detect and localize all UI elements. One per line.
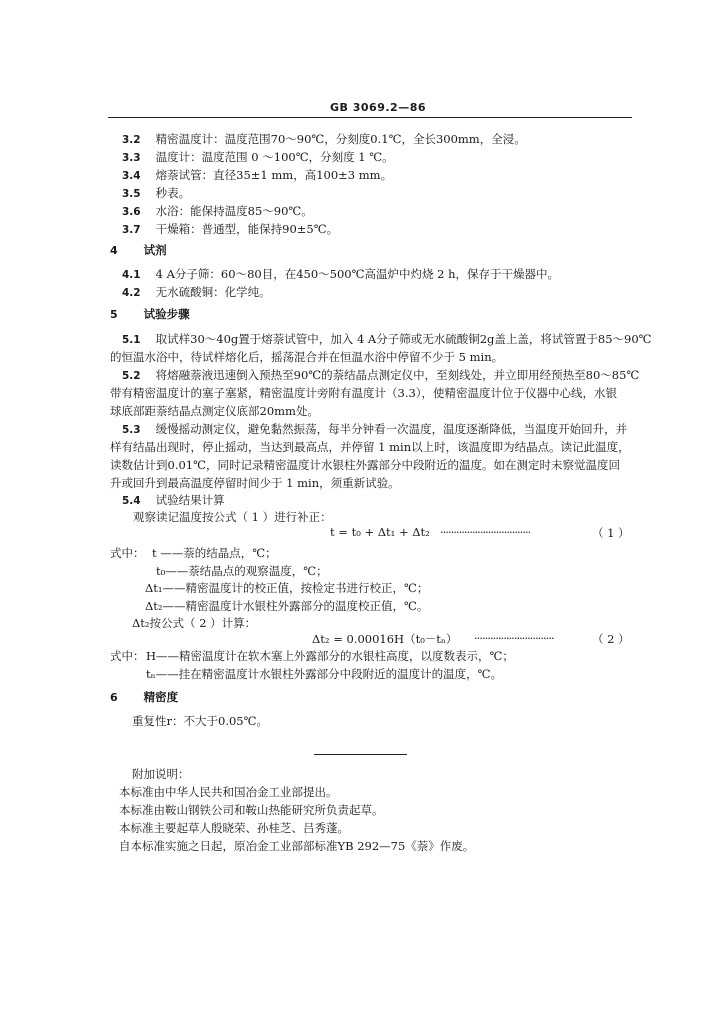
para-text: 缓慢摇动测定仪，避免黏然振荡，每半分钟看一次温度，温度逐渐降低，当温度开始回升，并 (155, 422, 628, 436)
item-3-3 (122, 149, 394, 165)
formula-2-leader: ······························ (474, 631, 554, 645)
item-text: 水浴：能保持温度85～90℃。 (155, 204, 313, 218)
para-text: 将熔融萘液迅速倒入预热至90℃的萘结晶点测定仪中，至刻线处，并立即用经预热至80～85℃ (155, 368, 640, 382)
item-text: 无水硫酸铜：化学纯。 (155, 285, 271, 299)
para-5-3-line-2: 样有结晶出现时，停止摇动，当达到最高点，并停留 1 min以上时，该温度即为结晶点。读记此温度， (110, 440, 630, 454)
def-H: H——精密温度计在软木塞上外露部分的水银柱高度，以度数表示，℃； (146, 649, 514, 663)
para-5-4-heading (122, 492, 225, 508)
para-5-2-line-2: 带有精密温度计的塞子塞紧，精密温度计旁附有温度计（3.3），使精密温度计位于仪器中心线，水银 (110, 386, 618, 400)
item-number: 3.6 (122, 206, 141, 218)
section-6-heading (110, 689, 178, 705)
appendix-line: 本标准主要起草人殷晓荣、孙桂芝、吕秀蓬。 (119, 821, 349, 835)
para-5-3-line-3: 读数估计到0.01℃，同时记录精密温度计水银柱外露部分中段附近的温度。如在测定时未察觉温度回 (110, 458, 620, 472)
para-number: 5.3 (122, 424, 141, 436)
para-5-1-line-2: 的恒温水浴中，待试样熔化后，摇荡混合并在恒温水浴中停留不少于 5 min。 (110, 350, 504, 364)
section-title: 试剂 (143, 243, 167, 257)
formula-2-intro: Δt₂按公式（ 2 ）计算： (132, 616, 257, 630)
formula-1-leader: ·································· (440, 525, 531, 539)
section-number: 5 (110, 308, 118, 321)
para-title: 试验结果计算 (155, 493, 225, 507)
def-t0: t₀——萘结晶点的观察温度，℃； (156, 564, 328, 578)
para-5-3-line-1 (122, 421, 627, 437)
item-4-1 (122, 266, 559, 282)
item-number: 3.3 (122, 152, 141, 164)
repeatability-text: 重复性r：不大于0.05℃。 (132, 714, 268, 728)
section-4-heading (110, 242, 167, 258)
formula-1-intro: 观察读记温度按公式（ 1 ）进行补正： (133, 510, 332, 524)
section-5-heading (110, 306, 190, 322)
standard-number: GB 3069.2—86 (330, 101, 426, 114)
item-4-2 (122, 284, 271, 300)
item-3-5 (122, 185, 190, 201)
para-5-1-line-1 (122, 331, 652, 347)
formula-2-number: （ 2 ） (592, 632, 630, 646)
item-text: 4 A分子筛：60～80目，在450～500℃高温炉中灼烧 2 h，保存于干燥器中。 (155, 267, 559, 281)
appendix-line: 本标准由鞍山钢铁公司和鞍山热能研究所负责起草。 (119, 803, 384, 817)
def-dt2: Δt₂——精密温度计水银柱外露部分的温度校正值，℃。 (145, 599, 429, 613)
where-label-1: 式中： (110, 546, 145, 560)
item-3-7 (122, 221, 338, 237)
para-5-2-line-1 (122, 367, 639, 383)
item-number: 3.2 (122, 134, 141, 146)
item-number: 4.2 (122, 287, 141, 299)
item-3-2 (122, 131, 526, 147)
para-5-3-line-4: 升或回升到最高温度停留时间少于 1 min，须重新试验。 (110, 476, 400, 490)
item-text: 熔萘试管：直径35±1 mm，高100±3 mm。 (155, 168, 393, 182)
section-title: 精密度 (143, 690, 179, 704)
item-number: 4.1 (122, 269, 141, 281)
para-number: 5.1 (122, 334, 141, 346)
para-number: 5.2 (122, 370, 141, 382)
item-text: 干燥箱：普通型，能保持90±5℃。 (155, 222, 339, 236)
appendix-title: 附加说明： (132, 767, 190, 781)
def-tn: tₙ——挂在精密温度计水银柱外露部分中段附近的温度计的温度，℃。 (146, 667, 502, 681)
para-number: 5.4 (122, 495, 141, 507)
appendix-line: 自本标准实施之日起，原冶金工业部部标准YB 292—75《萘》作废。 (119, 839, 475, 853)
def-dt1: Δt₁——精密温度计的校正值，按检定书进行校正，℃； (145, 581, 429, 595)
separator-rule (314, 754, 407, 755)
item-number: 3.4 (122, 170, 141, 182)
item-number: 3.7 (122, 224, 141, 236)
item-text: 温度计：温度范围 0 ～100℃，分刻度 1 ℃。 (155, 150, 394, 164)
formula-1-number: （ 1 ） (592, 526, 630, 540)
def-t: t ——萘的结晶点，℃； (152, 546, 277, 560)
appendix-line: 本标准由中华人民共和国冶金工业部提出。 (119, 785, 338, 799)
section-number: 6 (110, 691, 118, 704)
item-number: 3.5 (122, 188, 141, 200)
item-text: 秒表。 (155, 186, 191, 200)
section-title: 试验步骤 (143, 307, 190, 321)
formula-1: t = t₀ + Δt₁ + Δt₂ (330, 525, 430, 539)
item-3-6 (122, 203, 313, 219)
formula-2: Δt₂ = 0.00016H（t₀－tₙ） (312, 632, 458, 646)
header-rule (108, 117, 632, 118)
para-text: 取试样30～40g置于熔萘试管中，加入 4 A分子筛或无水硫酸铜2g盖上盖，将试管置于85～90℃ (155, 332, 652, 346)
para-5-2-line-3: 球底部距萘结晶点测定仪底部20mm处。 (110, 404, 319, 418)
item-3-4 (122, 167, 392, 183)
section-number: 4 (110, 244, 118, 257)
item-text: 精密温度计：温度范围70～90℃，分刻度0.1℃，全长300mm，全浸。 (155, 132, 526, 146)
where-label-2: 式中： (110, 649, 145, 663)
